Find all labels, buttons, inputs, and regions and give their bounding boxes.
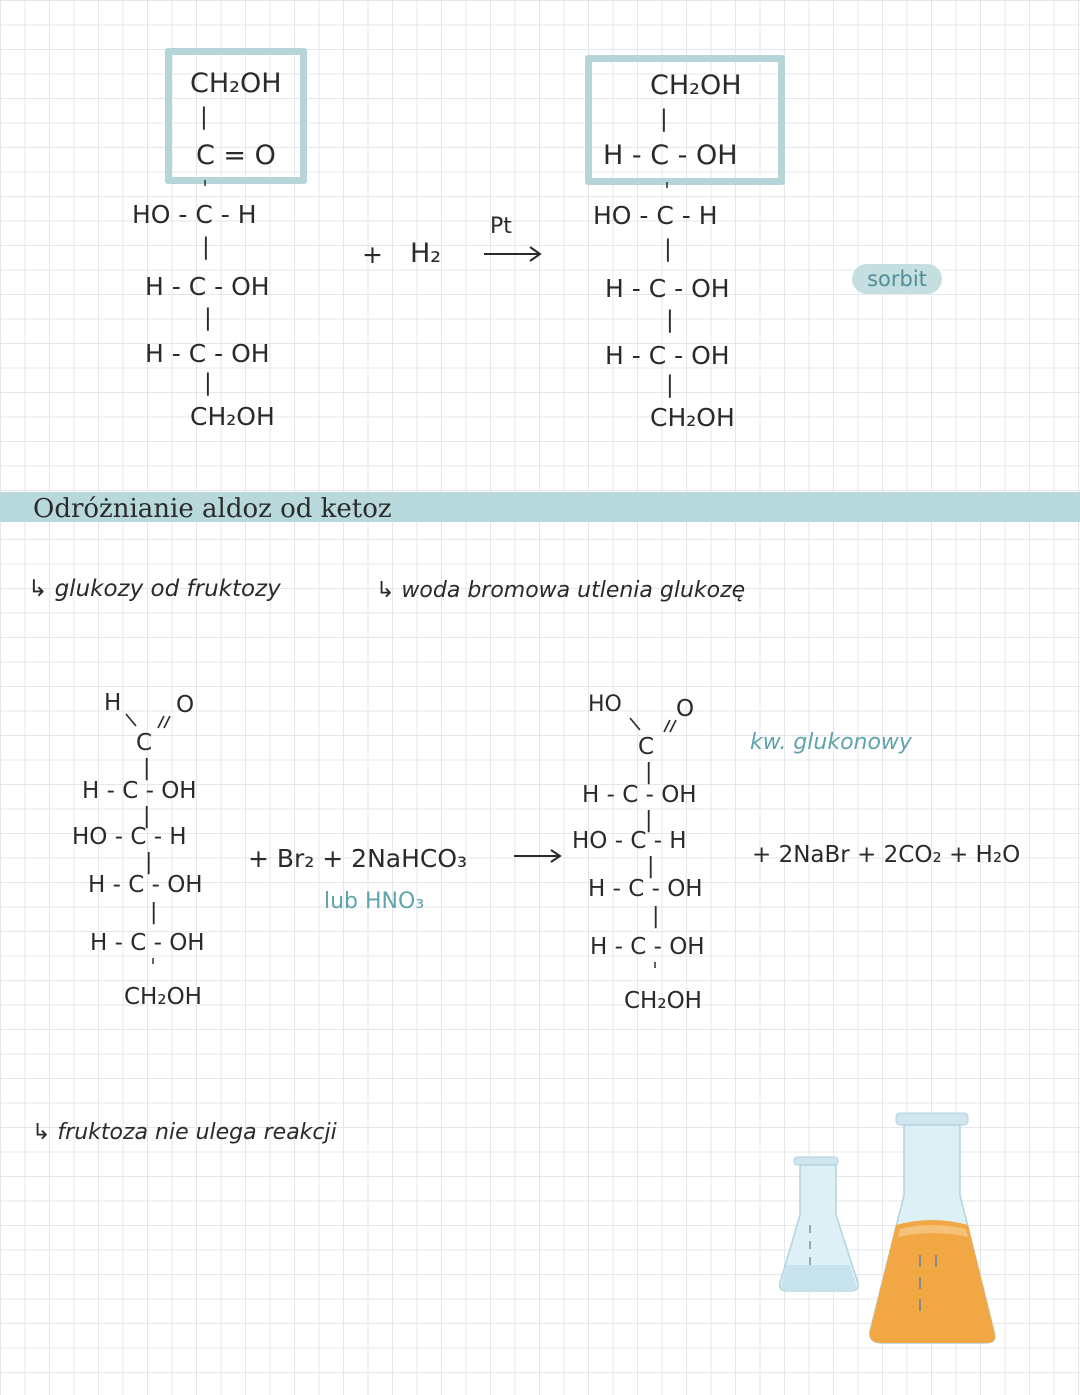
product-name-gluconic: kw. glukonowy [750,730,912,755]
reactant2-line-2: HO - C - H [72,824,187,850]
reactant-line-3: HO - C - H [132,200,257,229]
bond: | [204,305,212,331]
product-name-badge: sorbit [852,264,942,294]
product-line-1: CH₂OH [650,70,742,101]
bond: | [645,760,653,785]
catalyst-label: Pt [490,214,512,239]
byproducts: + 2NaBr + 2CO₂ + H₂O [752,842,1021,868]
aldehyde-o: O [176,692,195,718]
acid-ho: HO [588,692,622,717]
product-line-4: H - C - OH [605,274,730,303]
reactant-line-4: H - C - OH [145,272,270,301]
small-flask-icon [780,1157,859,1291]
bond: | [145,850,153,875]
bond: | [647,854,655,879]
bond: | [204,370,212,396]
aldehyde-h: H [104,690,122,716]
bond: | [143,756,151,781]
section-title: Odróżnianie aldoz od ketoz [33,494,392,524]
reaction-arrow-2 [514,848,564,864]
reactant2-line-3: H - C - OH [88,872,203,898]
note-bromine-water: ↳ woda bromowa utlenia glukozę [376,578,746,603]
acid-o: O [676,696,695,722]
product2-line-1: H - C - OH [582,782,697,808]
bond: | [200,104,208,130]
reactant2-line-1: H - C - OH [82,778,197,804]
reactant2-line-4: H - C - OH [90,930,205,956]
product-line-3: HO - C - H [593,201,718,230]
reactant2-line-5: CH₂OH [124,984,202,1010]
acid-c: C [638,734,655,760]
bond: | [660,106,668,132]
bond: ˈ [150,956,157,981]
reagents-br2-nahco3: + Br₂ + 2NaHCO₃ [248,844,468,873]
aldehyde-c: C [136,730,153,756]
plus-sign: + [362,240,383,269]
bond: | [652,904,660,929]
reactant-line-1: CH₂OH [190,68,282,99]
reactant-line-2: C = O [196,140,276,171]
product2-line-5: CH₂OH [624,988,702,1014]
bond: | [645,808,653,833]
bond: | [666,307,674,333]
flask-icon [770,1105,1030,1355]
alternative-hno3: lub HNO₃ [324,889,425,914]
large-flask-icon [870,1113,995,1343]
reagent-h2: H₂ [410,238,442,269]
product-line-6: CH₂OH [650,403,735,432]
product2-line-2: HO - C - H [572,828,687,854]
note-glucose-fructose: ↳ glukozy od fruktozy [28,576,281,602]
note-fructose-no-reaction: ↳ fruktoza nie ulega reakcji [32,1120,337,1145]
bond: | [202,234,210,260]
product-line-5: H - C - OH [605,341,730,370]
product2-line-4: H - C - OH [590,934,705,960]
bond: | [664,236,672,262]
product2-line-3: H - C - OH [588,876,703,902]
bond: | [143,804,151,829]
bond: ˈ [652,960,659,985]
product-line-2: H - C - OH [603,140,738,171]
reactant-line-5: H - C - OH [145,339,270,368]
reaction-arrow-1 [484,244,544,264]
reactant-line-6: CH₂OH [190,402,275,431]
bond: | [150,900,158,925]
bond: | [666,372,674,398]
bond: ˈ [664,180,671,205]
bond: ˈ [202,178,209,203]
